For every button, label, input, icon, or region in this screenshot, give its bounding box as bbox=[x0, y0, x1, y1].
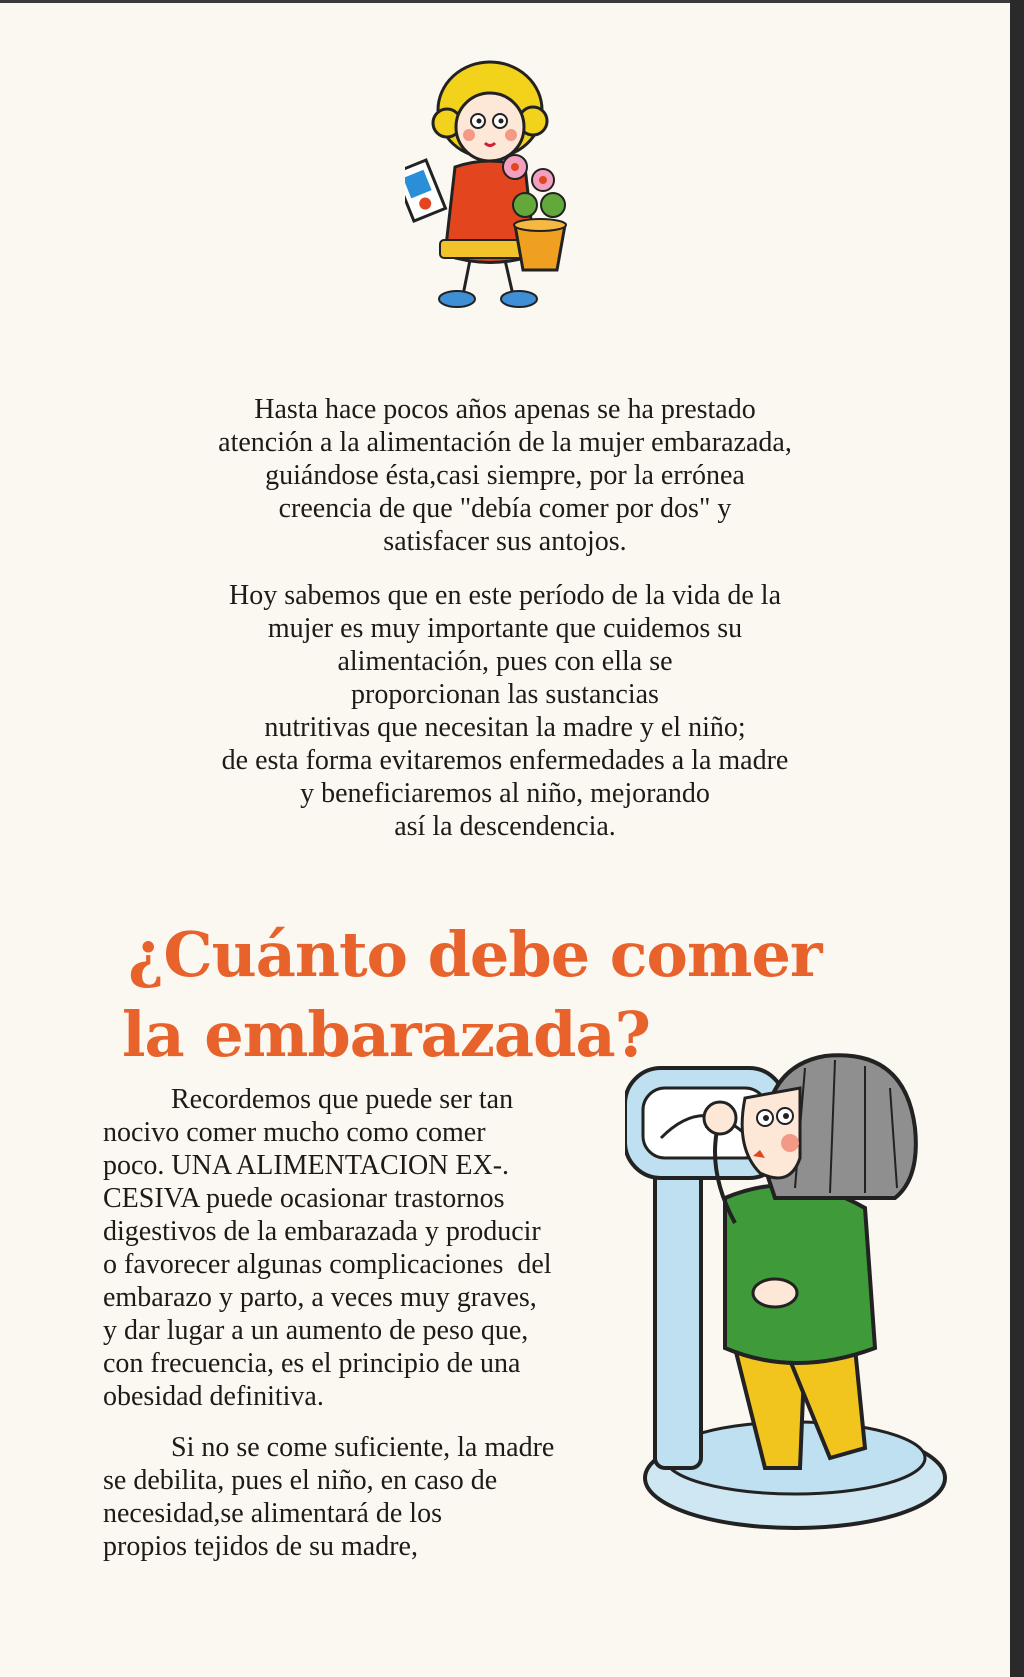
section-paragraph-1 bbox=[103, 1083, 703, 1413]
text-line: nocivo comer mucho como comer bbox=[103, 1117, 486, 1148]
text-line: de esta forma evitaremos enfermedades a la madre bbox=[221, 745, 789, 776]
text-line: propios tejidos de su madre, bbox=[103, 1531, 418, 1562]
text-line: satisfacer sus antojos. bbox=[383, 526, 627, 557]
section-title-line-1: ¿Cuánto debe comer bbox=[128, 918, 822, 991]
text-line: nutritivas que necesitan la madre y el niño; bbox=[264, 712, 746, 743]
text-line: así la descendencia. bbox=[394, 811, 616, 842]
text-line: con frecuencia, es el principio de una bbox=[103, 1348, 521, 1379]
text-line: digestivos de la embarazada y producir bbox=[103, 1216, 541, 1247]
text-line: y beneficiaremos al niño, mejorando bbox=[300, 778, 710, 809]
text-line: creencia de que "debía comer por dos" y bbox=[278, 493, 732, 524]
text-line: obesidad definitiva. bbox=[103, 1381, 324, 1412]
text-line: proporcionan las sustancias bbox=[351, 679, 659, 710]
intro-paragraph-2 bbox=[120, 579, 890, 843]
text-line: atención a la alimentación de la mujer embarazada, bbox=[218, 427, 792, 458]
pregnant-woman-illustration bbox=[405, 55, 605, 330]
page-top-edge bbox=[0, 0, 1024, 3]
page-right-edge bbox=[1010, 0, 1024, 1677]
text-line: se debilita, pues el niño, en caso de bbox=[103, 1465, 498, 1496]
text-line: embarazo y parto, a veces muy graves, bbox=[103, 1282, 537, 1313]
text-line: mujer es muy importante que cuidemos su bbox=[267, 613, 743, 644]
text-line: guiándose ésta,casi siempre, por la errónea bbox=[265, 460, 745, 491]
text-line: Recordemos que puede ser tan bbox=[171, 1084, 514, 1115]
text-line: poco. UNA ALIMENTACION EX-. bbox=[103, 1150, 510, 1181]
text-line: alimentación, pues con ella se bbox=[337, 646, 673, 677]
intro-paragraph-1 bbox=[120, 393, 890, 558]
text-line: o favorecer algunas complicaciones del bbox=[103, 1249, 552, 1280]
text-line: Si no se come suficiente, la madre bbox=[171, 1432, 555, 1463]
text-line: y dar lugar a un aumento de peso que, bbox=[103, 1315, 529, 1346]
text-line: Hasta hace pocos años apenas se ha prestado bbox=[254, 394, 756, 425]
text-line: necesidad,se alimentará de los bbox=[103, 1498, 442, 1529]
text-line: CESIVA puede ocasionar trastornos bbox=[103, 1183, 505, 1214]
section-title-line-2: la embarazada? bbox=[122, 998, 650, 1071]
text-line: Hoy sabemos que en este período de la vida de la bbox=[228, 580, 782, 611]
section-paragraph-2 bbox=[103, 1431, 703, 1563]
